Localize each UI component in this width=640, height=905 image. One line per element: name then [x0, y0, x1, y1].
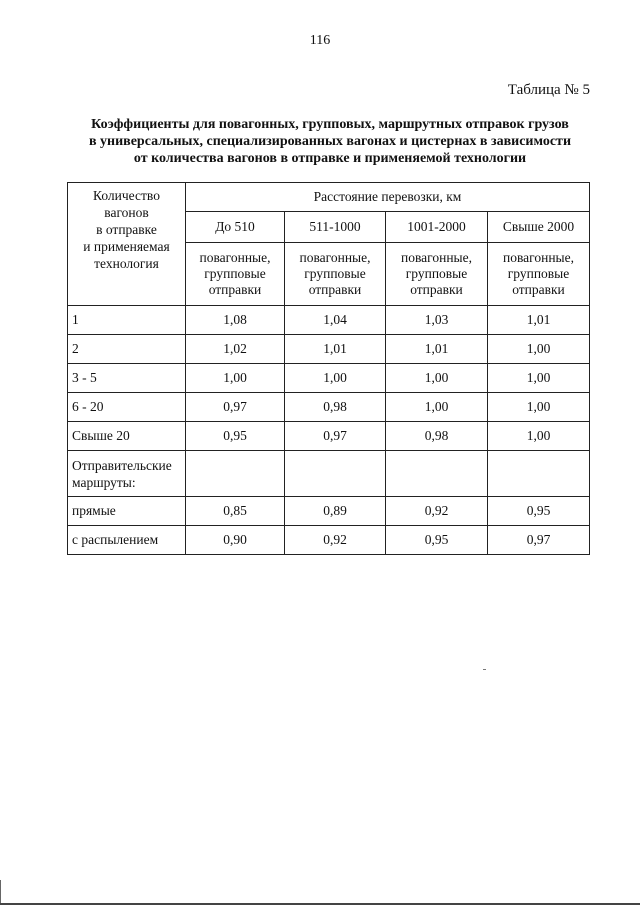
value-cell: 0,92 — [386, 497, 488, 526]
dispatch-type-line: групповые — [405, 266, 468, 281]
dispatch-type-line: отправки — [512, 282, 565, 297]
table-row — [68, 306, 590, 335]
value-cell: 1,00 — [488, 393, 590, 422]
value-cell: 1,03 — [386, 306, 488, 335]
empty-cell — [488, 451, 590, 497]
row-header-line: в отправке — [96, 222, 157, 237]
table-title — [60, 116, 600, 167]
row-label: с распылением — [68, 526, 186, 555]
row-label: Свыше 20 — [68, 422, 186, 451]
row-header-line: технология — [94, 256, 159, 271]
scan-speck — [483, 669, 486, 670]
empty-cell — [186, 451, 285, 497]
dispatch-type-cell — [386, 243, 488, 306]
value-cell: 0,95 — [386, 526, 488, 555]
header-row-distance — [68, 183, 590, 212]
value-cell: 0,98 — [285, 393, 386, 422]
dispatch-type-line: повагонные, — [299, 250, 371, 265]
dispatch-type-line: групповые — [507, 266, 570, 281]
distance-header: Расстояние перевозки, км — [186, 183, 590, 212]
page-number: 116 — [309, 33, 331, 48]
value-cell: 1,08 — [186, 306, 285, 335]
value-cell: 0,89 — [285, 497, 386, 526]
dispatch-type-line: отправки — [410, 282, 463, 297]
row-label: прямые — [68, 497, 186, 526]
table-row — [68, 497, 590, 526]
route-header-row — [68, 451, 590, 497]
value-cell: 1,00 — [488, 364, 590, 393]
value-cell: 1,02 — [186, 335, 285, 364]
value-cell: 1,01 — [386, 335, 488, 364]
empty-cell — [386, 451, 488, 497]
value-cell: 0,95 — [186, 422, 285, 451]
dispatch-type-line: групповые — [204, 266, 266, 281]
dispatch-type-line: отправки — [308, 282, 362, 297]
title-line: от количества вагонов в отправке и применяемой технологии — [133, 151, 527, 166]
dispatch-type-line: групповые — [304, 266, 366, 281]
value-cell: 1,00 — [186, 364, 285, 393]
table-label: Таблица № 5 — [507, 82, 590, 98]
dispatch-type-line: повагонные, — [502, 250, 574, 265]
empty-cell — [285, 451, 386, 497]
value-cell: 1,00 — [386, 364, 488, 393]
dispatch-type-line: повагонные, — [199, 250, 271, 265]
range-header: Свыше 2000 — [488, 212, 590, 243]
dispatch-type-cell — [186, 243, 285, 306]
range-header: 1001-2000 — [386, 212, 488, 243]
route-header-line: маршруты: — [72, 474, 136, 490]
value-cell: 1,04 — [285, 306, 386, 335]
row-label: 6 - 20 — [68, 393, 186, 422]
row-header-line: Количество — [93, 188, 160, 203]
dispatch-type-cell — [488, 243, 590, 306]
dispatch-type-line: отправки — [208, 282, 262, 297]
title-line: Коэффициенты для повагонных, групповых, маршрутных отправок грузов — [91, 117, 569, 132]
dispatch-type-line: повагонные, — [400, 250, 472, 265]
value-cell: 0,95 — [488, 497, 590, 526]
value-cell: 0,90 — [186, 526, 285, 555]
coefficients-table — [67, 182, 590, 555]
scan-edge-left — [0, 880, 1, 905]
value-cell: 1,00 — [488, 335, 590, 364]
row-label: 1 — [68, 306, 186, 335]
row-header-line: и применяемая — [83, 239, 170, 254]
table-row — [68, 335, 590, 364]
value-cell: 0,98 — [386, 422, 488, 451]
title-line: в универсальных, специализированных вагонах и цистернах в зависимости — [88, 134, 572, 149]
value-cell: 1,01 — [285, 335, 386, 364]
value-cell: 1,00 — [488, 422, 590, 451]
value-cell: 0,97 — [285, 422, 386, 451]
value-cell: 1,01 — [488, 306, 590, 335]
route-header-cell — [68, 451, 186, 497]
value-cell: 0,97 — [488, 526, 590, 555]
value-cell: 1,00 — [285, 364, 386, 393]
row-header-cell — [68, 183, 186, 306]
table-row — [68, 364, 590, 393]
table-row — [68, 422, 590, 451]
row-label: 2 — [68, 335, 186, 364]
table-row — [68, 526, 590, 555]
value-cell: 0,85 — [186, 497, 285, 526]
value-cell: 0,97 — [186, 393, 285, 422]
range-header: До 510 — [186, 212, 285, 243]
dispatch-type-cell — [285, 243, 386, 306]
row-label: 3 - 5 — [68, 364, 186, 393]
value-cell: 1,00 — [386, 393, 488, 422]
table-row — [68, 393, 590, 422]
row-header-line: вагонов — [104, 205, 149, 220]
route-header-line: Отправительские — [72, 457, 172, 473]
range-header: 511-1000 — [285, 212, 386, 243]
value-cell: 0,92 — [285, 526, 386, 555]
